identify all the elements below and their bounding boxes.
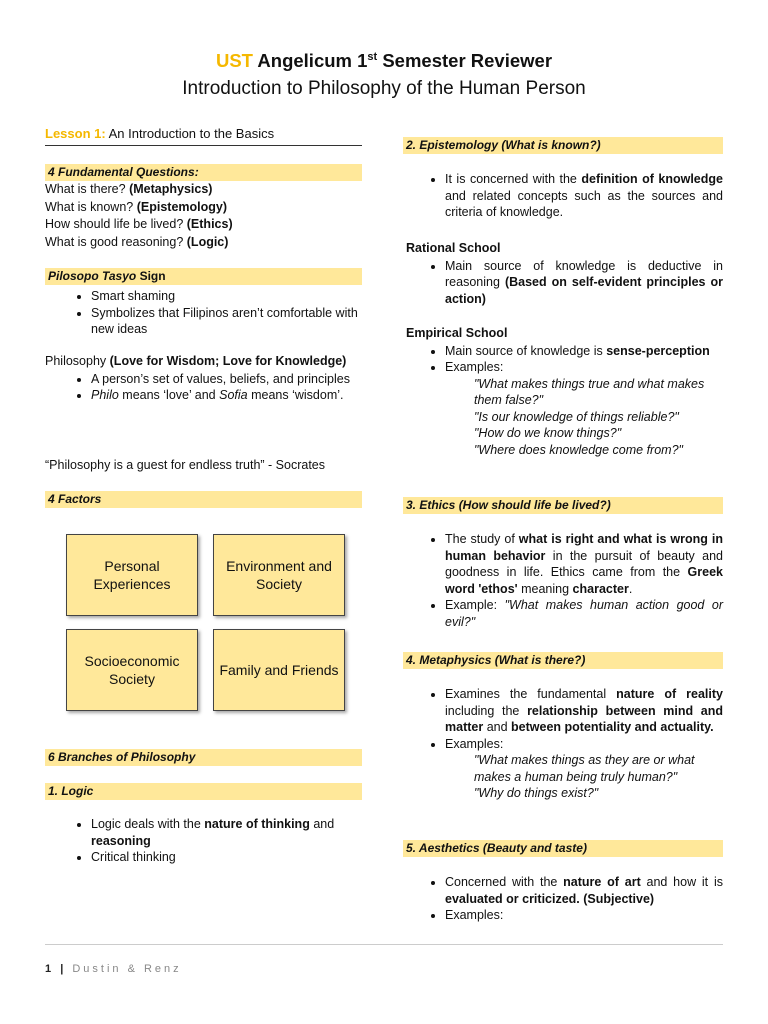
example-text: "What makes things true and what makes them false?" [474,376,705,407]
metaphysics-heading: 4. Metaphysics (What is there?) [403,652,723,669]
list-item: • Examples: [445,736,723,753]
example-text: "Why do things exist?" [474,786,599,800]
pilosopo-section [45,268,362,338]
list-item: • Symbolizes that Filipinos aren’t comfortable with new ideas [91,305,362,338]
list-item: • Concerned with the nature of art and how it is evaluated or criticized. (Subjective) [445,874,723,907]
list-item: • Main source of knowledge is deductive in reasoning (Based on self-evident principles or action) [445,258,723,308]
aesthetics-section [403,840,723,924]
lesson-title: An Introduction to the Basics [108,126,275,141]
list-item: • Examines the fundamental nature of reality including the relationship between mind and matter and between potentiality and actuality. [445,686,723,736]
socrates-quote: “Philosophy is a guest for endless truth” - Socrates [45,458,325,472]
document-title [0,50,768,72]
logic-section [45,783,362,866]
empirical-title: Empirical School [406,326,508,340]
epistemology-heading: 2. Epistemology (What is known?) [403,137,723,154]
title-main: Angelicum 1 [257,50,368,71]
fundamental-item: What is there? (Metaphysics) [45,182,213,196]
fundamental-heading: 4 Fundamental Questions: [45,164,362,181]
ethics-section [403,497,723,630]
footer-authors: Dustin & Renz [72,963,182,975]
fundamental-item: What is known? (Epistemology) [45,199,228,214]
ethics-heading: 3. Ethics (How should life be lived?) [403,497,723,514]
factors-heading-wrap [45,491,362,508]
list-item: • Philo means ‘love’ and Sofia means ‘wisdom’. [91,387,362,404]
logic-heading: 1. Logic [45,783,362,800]
lesson-label: Lesson 1: [45,126,106,141]
fundamental-section [45,164,362,251]
empirical-school [406,325,723,458]
list-item: • A person’s set of values, beliefs, and principles [91,371,362,388]
title-ust: UST [215,50,253,71]
list-item: • Example: "What makes human action good or evil?" [445,597,723,630]
list-item: • The study of what is right and what is wrong in human behavior in the pursuit of beauty and goodness in life. Ethics came from the Greek word 'ethos' meaning character. [445,531,723,597]
title-rest: Semester Reviewer [382,50,553,71]
example-text: "Is our knowledge of things reliable?" [474,409,679,424]
list-item: • Main source of knowledge is sense-perception [445,343,723,360]
list-item: • Critical thinking [91,849,362,866]
branches-heading: 6 Branches of Philosophy [45,749,362,766]
list-item: • Logic deals with the nature of thinking and reasoning [91,816,362,849]
factor-box: Personal Experiences [66,534,198,616]
factor-box: Environment and Society [213,534,345,616]
title-sup: st [367,50,378,63]
lesson-heading [45,126,362,146]
page-footer [45,963,182,975]
document-subtitle: Introduction to Philosophy of the Human Person [182,78,586,99]
page-number: 1 [45,963,55,975]
example-text: "How do we know things?" [474,426,622,440]
footer-separator: | [60,963,67,975]
branches-heading-wrap [45,749,362,766]
factor-box: Family and Friends [213,629,345,711]
aesthetics-heading: 5. Aesthetics (Beauty and taste) [403,840,723,857]
philosophy-section [45,353,362,404]
epistemology-section [403,137,723,221]
list-item: • Smart shaming [91,288,362,305]
example-text: "What makes things as they are or what makes a human being truly human?" [474,753,695,784]
fundamental-item: What is good reasoning? (Logic) [45,234,229,249]
footer-divider [45,944,723,945]
pilosopo-heading: Pilosopo Tasyo Sign [45,268,362,285]
factors-heading: 4 Factors [45,491,362,508]
list-item: • Examples: [445,907,723,924]
fundamental-item: How should life be lived? (Ethics) [45,217,233,231]
factor-box: Socioeconomic Society [66,629,198,711]
rational-school [406,240,723,307]
philosophy-lead: Philosophy (Love for Wisdom; Love for Knowledge) [45,354,347,368]
example-text: "Where does knowledge come from?" [474,442,683,457]
rational-title: Rational School [406,241,501,255]
metaphysics-section [403,652,723,802]
list-item: • It is concerned with the definition of knowledge and related concepts such as the sources and criteria of knowledge. [445,171,723,221]
list-item: • Examples: [445,359,723,376]
